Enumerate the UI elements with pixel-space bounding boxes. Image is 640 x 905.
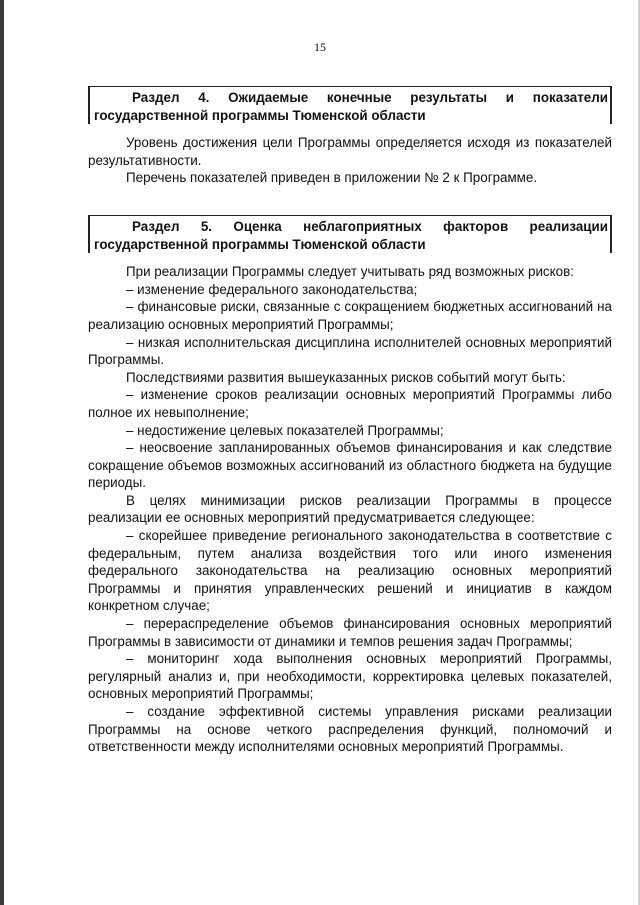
measure-list-item: – создание эффективной системы управления рисками реализации Программы на основе четкого распределения функций, полномочий и ответственности между исполнителями основных мероприятий Программы. xyxy=(88,704,612,755)
section-4-heading xyxy=(88,86,612,124)
consequence-list-item: – недостижение целевых показателей Программы; xyxy=(126,422,444,438)
section-5-heading-line-1: Раздел 5. Оценка неблагоприятных факторов реализации xyxy=(132,218,608,234)
risk-list-item: – изменение федерального законодательства; xyxy=(126,281,418,297)
page-number: 15 xyxy=(314,40,326,54)
risk-list-item: – финансовые риски, связанные с сокращением бюджетных ассигнований на реализацию основных мероприятий Программы; xyxy=(88,299,612,332)
section-5-heading xyxy=(88,215,612,253)
measure-list-item: – мониторинг хода выполнения основных мероприятий Программы, регулярный анализ и, при необходимости, корректировка целевых показателей, основных мероприятий Программы; xyxy=(88,651,612,702)
section-5-heading-line-2: государственной программы Тюменской области xyxy=(94,236,426,252)
section-4-paragraph: Уровень достижения цели Программы определяется исходя из показателей результативности. xyxy=(88,135,612,168)
scan-left-edge xyxy=(0,0,4,905)
risk-list-item: – низкая исполнительская дисциплина исполнителей основных мероприятий Программы. xyxy=(88,334,612,368)
consequence-list-item: – изменение сроков реализации основных мероприятий Программы либо полное их невыполнение; xyxy=(88,387,612,420)
measure-list-item: – перераспределение объемов финансирования основных мероприятий Программы в зависимости от динамики и темпов решения задач Программы; xyxy=(88,616,612,649)
consequence-list-item: – неосвоение запланированных объемов финансирования и как следствие сокращение объемов возможных ассигнований из областного бюджета на будущие периоды. xyxy=(88,440,612,491)
section-4-paragraph: Перечень показателей приведен в приложении № 2 к Программе. xyxy=(126,170,538,186)
section-4-heading-line-1: Раздел 4. Ожидаемые конечные результаты и показатели xyxy=(132,90,608,105)
section-5-paragraph: При реализации Программы следует учитывать ряд возможных рисков: xyxy=(126,264,574,280)
section-5-paragraph: В целях минимизации рисков реализации Программы в процессе реализации ее основных мероприятий предусматривается следующее: xyxy=(88,492,612,526)
measure-list-item: – скорейшее приведение регионального законодательства в соответствие с федеральным, путем анализа воздействия того или иного изменения федерального законодательства на реализацию основных мероприятий Программы и принятия управленческих решений и инициатив в каждом конкретном случае; xyxy=(88,528,612,614)
document-body xyxy=(88,86,612,756)
section-4-heading-line-2: государственной программы Тюменской области xyxy=(94,107,426,123)
section-5-paragraph: Последствиями развития вышеуказанных рисков событий могут быть: xyxy=(126,369,566,385)
